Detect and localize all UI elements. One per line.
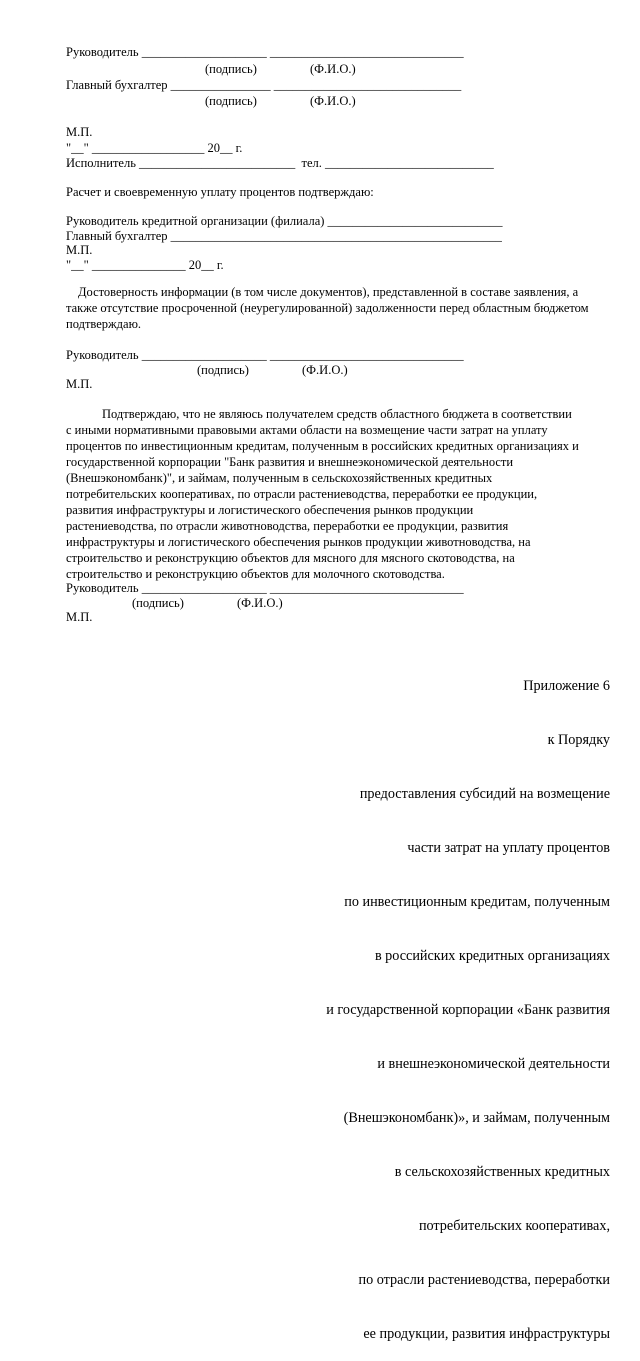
appendix-line: части затрат на уплату процентов xyxy=(407,840,610,856)
seal-label: М.П. xyxy=(66,377,93,391)
paragraph-line: Подтверждаю, что не являюсь получателем средств областного бюджета в соответствии xyxy=(102,407,572,421)
appendix-line: Приложение 6 xyxy=(523,678,610,694)
head-signature-caption: (подпись) (Ф.И.О.) xyxy=(205,62,356,76)
head-signature-line: Руководитель ____________________ _______________________________ xyxy=(66,581,464,595)
appendix-line: (Внешэкономбанк)», и займам, полученным xyxy=(343,1110,610,1126)
appendix-line: потребительских кооперативах, xyxy=(418,1218,610,1234)
seal-label: М.П. xyxy=(66,610,93,624)
bank-seal-label: М.П. xyxy=(66,243,93,257)
appendix-line: ее продукции, развития инфраструктуры xyxy=(363,1326,610,1342)
accountant-signature-line: Главный бухгалтер ________________ ______________________________ xyxy=(66,78,462,92)
head-signature-line: Руководитель ____________________ _______________________________ xyxy=(66,348,464,362)
bank-head-signature-line: Руководитель кредитной организации (филиала) ____________________________ xyxy=(66,214,503,228)
executor-line: Исполнитель _________________________ тел. ___________________________ xyxy=(66,156,494,170)
paragraph-line: строительство и реконструкцию объектов для молочного скотоводства. xyxy=(66,567,445,581)
appendix-line: в российских кредитных организациях xyxy=(374,948,610,964)
head-signature-line: Руководитель ____________________ _______________________________ xyxy=(66,45,464,59)
paragraph-line: инфраструктуры и логистического обеспечения рынков продукции животноводства, на xyxy=(66,535,531,549)
paragraph-line: подтверждаю. xyxy=(66,317,142,331)
head-signature-caption: (подпись) (Ф.И.О.) xyxy=(132,596,283,610)
seal-label: М.П. xyxy=(66,125,93,139)
paragraph-line: потребительских кооперативах, по отрасли растениеводства, переработки ее продукции, xyxy=(66,487,538,501)
confirmation-paragraph xyxy=(66,406,608,582)
paragraph-line: развития инфраструктуры и логистического обеспечения рынков продукции xyxy=(66,503,474,517)
paragraph-line: также отсутствие просроченной (неурегулированной) задолженности перед областным бюджетом xyxy=(66,301,589,315)
paragraph-line: растениеводства, по отрасли животноводства, переработки ее продукции, развития xyxy=(66,519,509,533)
paragraph-line: (Внешэкономбанк)", и займам, полученным в сельскохозяйственных кредитных xyxy=(66,471,493,485)
appendix-line: по отрасли растениеводства, переработки xyxy=(358,1272,610,1288)
appendix-line: по инвестиционным кредитам, полученным xyxy=(344,894,610,910)
appendix-line: и внешнеэкономической деятельности xyxy=(377,1056,610,1072)
bank-confirm-text: Расчет и своевременную уплату процентов подтверждаю: xyxy=(66,185,374,199)
date-line: "__" __________________ 20__ г. xyxy=(66,141,243,155)
reliability-paragraph xyxy=(66,284,608,332)
accountant-signature-caption: (подпись) (Ф.И.О.) xyxy=(205,94,356,108)
appendix-heading xyxy=(326,641,610,1361)
appendix-line: и государственной корпорации «Банк развития xyxy=(326,1002,610,1018)
bank-accountant-signature-line: Главный бухгалтер _____________________________________________________ xyxy=(66,229,502,243)
bank-date-line: "__" _______________ 20__ г. xyxy=(66,258,224,272)
head-signature-caption: (подпись) (Ф.И.О.) xyxy=(197,363,348,377)
paragraph-line: с иными нормативными правовыми актами области на возмещение части затрат на уплату xyxy=(66,423,548,437)
paragraph-line: Достоверность информации (в том числе документов), представленной в составе заявления, а xyxy=(78,285,579,299)
appendix-line: предоставления субсидий на возмещение xyxy=(359,786,610,802)
appendix-line: в сельскохозяйственных кредитных xyxy=(394,1164,610,1180)
paragraph-line: процентов по инвестиционным кредитам, полученным в российских кредитных организациях и xyxy=(66,439,579,453)
appendix-line: к Порядку xyxy=(547,732,610,748)
paragraph-line: государственной корпорации "Банк развития и внешнеэкономической деятельности xyxy=(66,455,514,469)
paragraph-line: строительство и реконструкцию объектов для мясного для мясного скотоводства, на xyxy=(66,551,515,565)
